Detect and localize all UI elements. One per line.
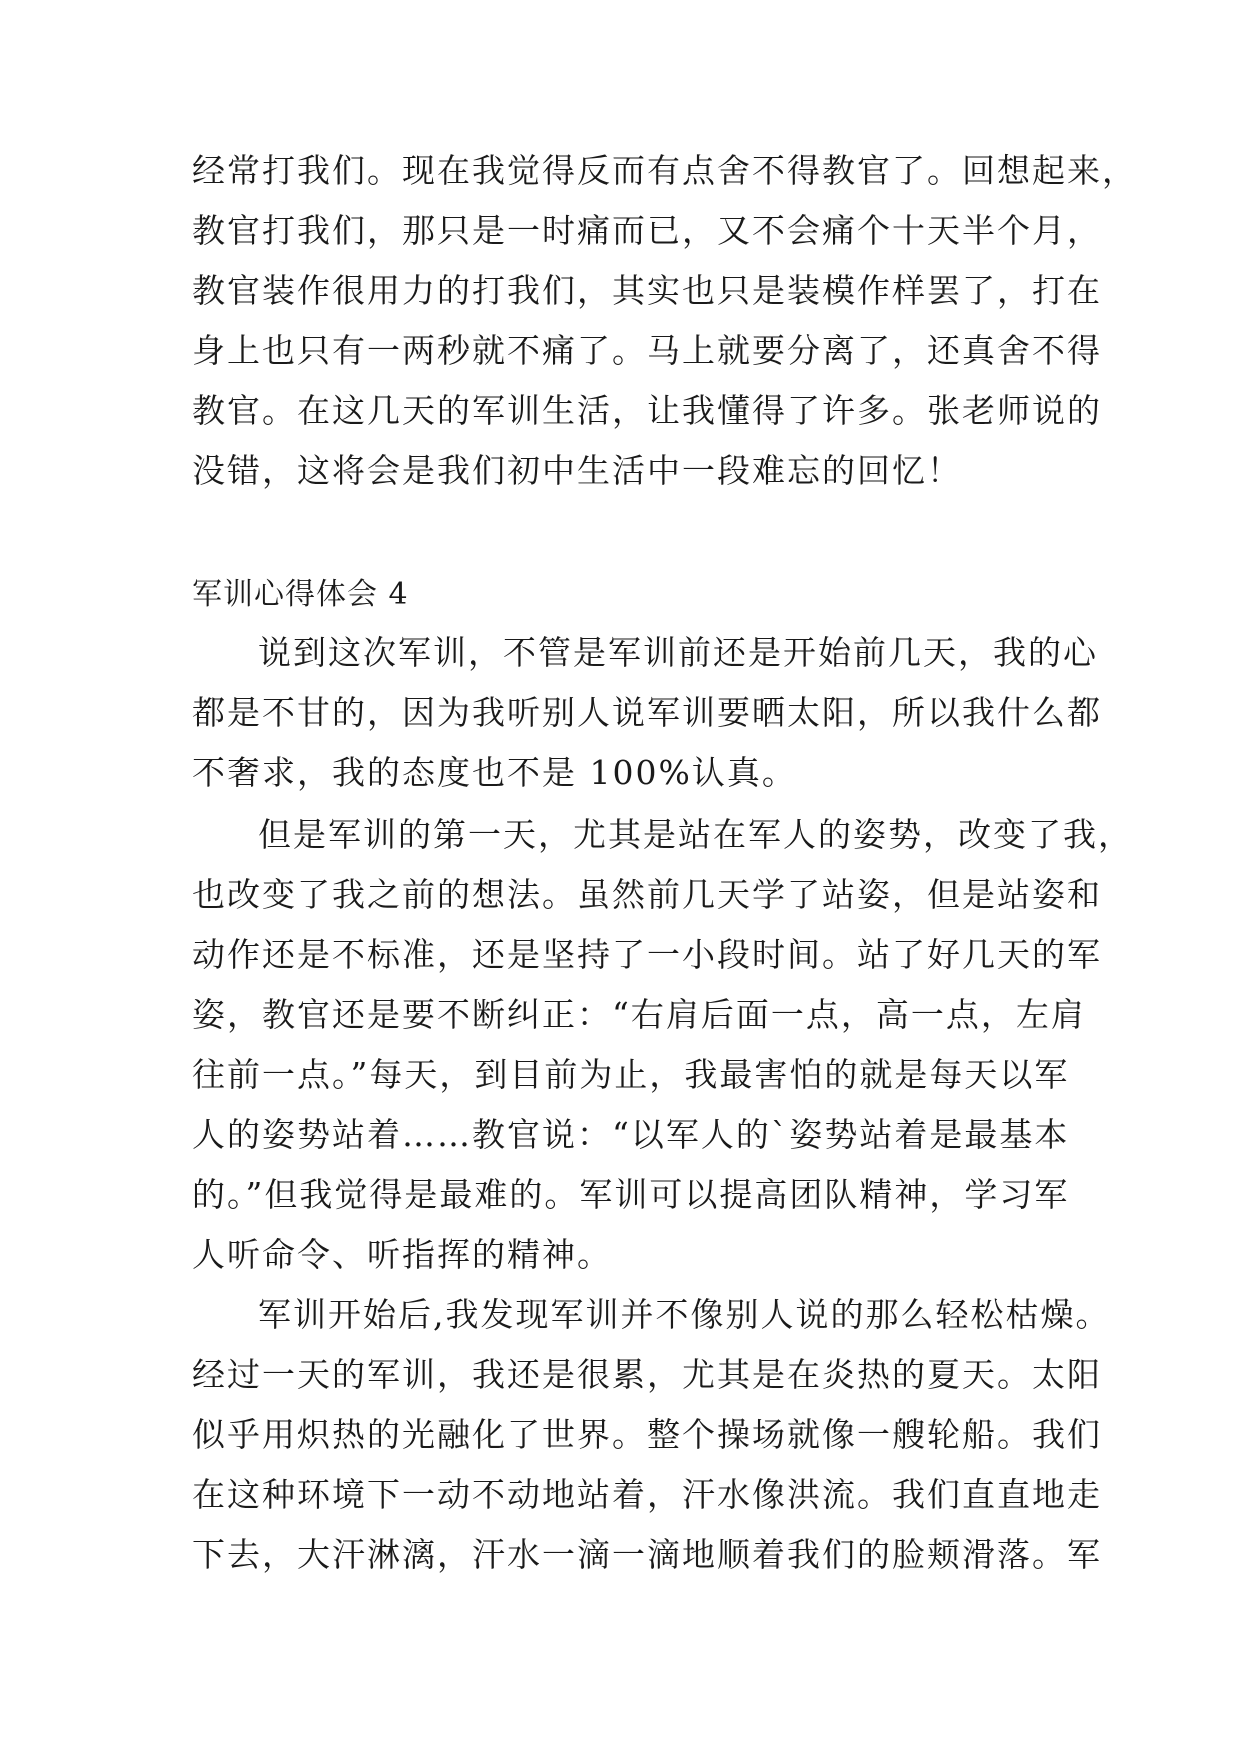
text-line: 下去，大汗淋漓，汗水一滴一滴地顺着我们的脸颊滑落。军	[192, 1535, 1102, 1574]
text-line: 似乎用炽热的光融化了世界。整个操场就像一艘轮船。我们	[192, 1415, 1102, 1454]
text-line: 姿，教官还是要不断纠正：“右肩后面一点，高一点，左肩	[192, 995, 1086, 1034]
text-line: 教官装作很用力的打我们，其实也只是装模作样罢了，打在	[192, 271, 1102, 310]
text-line: 教官打我们，那只是一时痛而已，又不会痛个十天半个月，	[192, 211, 1102, 250]
text-line: 军训开始后,我发现军训并不像别人说的那么轻松枯燥。	[258, 1295, 1111, 1334]
text-line: 在这种环境下一动不动地站着，汗水像洪流。我们直直地走	[192, 1475, 1102, 1514]
text-line: 没错，这将会是我们初中生活中一段难忘的回忆！	[192, 451, 962, 490]
text-line: 经常打我们。现在我觉得反而有点舍不得教官了。回想起来，	[192, 151, 1137, 190]
text-line: 人的姿势站着……教官说：“以军人的`姿势站着是最基本	[192, 1115, 1070, 1154]
text-line: 教官。在这几天的军训生活，让我懂得了许多。张老师说的	[192, 391, 1102, 430]
text-line: 也改变了我之前的想法。虽然前几天学了站姿，但是站姿和	[192, 875, 1102, 914]
text-line: 经过一天的军训，我还是很累，尤其是在炎热的夏天。太阳	[192, 1355, 1102, 1394]
text-line: 但是军训的第一天，尤其是站在军人的姿势，改变了我，	[258, 815, 1133, 854]
text-line: 都是不甘的，因为我听别人说军训要晒太阳，所以我什么都	[192, 693, 1102, 732]
text-line: 往前一点。”每天，到目前为止，我最害怕的就是每天以军	[192, 1055, 1070, 1094]
text-line: 身上也只有一两秒就不痛了。马上就要分离了，还真舍不得	[192, 331, 1102, 370]
text-line: 动作还是不标准，还是坚持了一小段时间。站了好几天的军	[192, 935, 1102, 974]
section-title: 军训心得体会 4	[192, 577, 409, 612]
text-line: 人听命令、听指挥的精神。	[192, 1235, 612, 1274]
text-line: 不奢求，我的态度也不是 100%认真。	[192, 753, 797, 792]
text-line: 说到这次军训，不管是军训前还是开始前几天，我的心	[258, 633, 1098, 672]
text-line: 的。”但我觉得是最难的。军训可以提高团队精神，学习军	[192, 1175, 1070, 1214]
